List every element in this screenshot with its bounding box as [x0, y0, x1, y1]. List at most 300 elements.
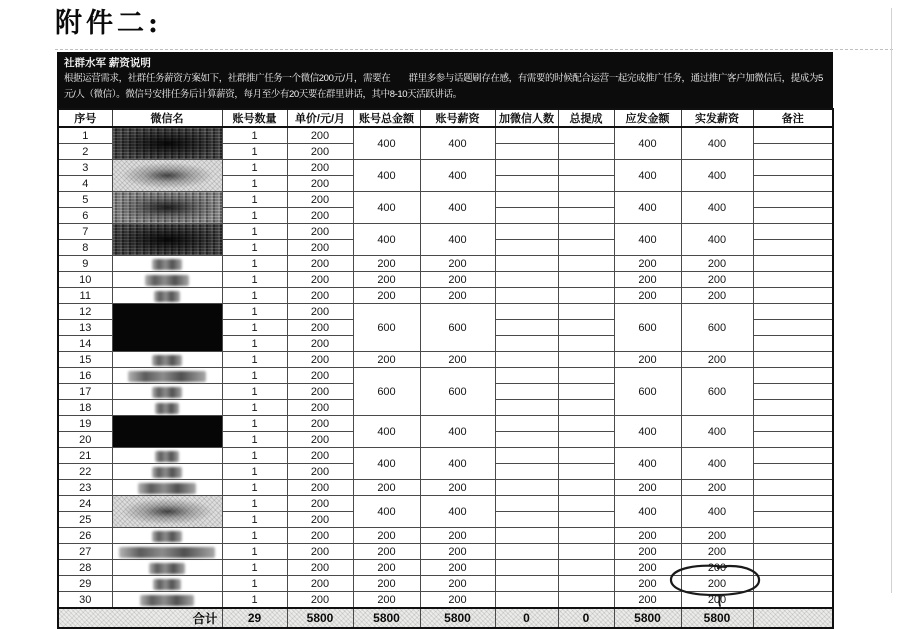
cell-wechat-added [495, 127, 558, 144]
totals-remark [753, 608, 833, 628]
page-title: 附件二: [55, 8, 162, 39]
cell-wechat-name [112, 416, 222, 448]
cell-price: 200 [287, 512, 353, 528]
notice-line-2: 元/人（微信）。微信号安排任务后计算薪资，每月至少有20天要在群里讲话，其中8-10天活跃讲话。 [64, 89, 462, 100]
cell-seq: 18 [58, 400, 112, 416]
wechat-name-blurred [152, 467, 182, 478]
cell-seq: 8 [58, 240, 112, 256]
cell-wechat-name [112, 592, 222, 609]
cell-wechat-added [495, 592, 558, 609]
cell-wechat-added [495, 208, 558, 224]
totals-account-salary: 5800 [420, 608, 495, 628]
table-row-3 [58, 160, 833, 176]
cell-commission [558, 480, 614, 496]
cell-commission [558, 336, 614, 352]
table-row-29 [58, 576, 833, 592]
cell-remark [753, 176, 833, 192]
cell-commission [558, 416, 614, 432]
cell-account-total: 200 [353, 256, 420, 272]
cell-wechat-added [495, 480, 558, 496]
cell-price: 200 [287, 400, 353, 416]
table-row-24 [58, 496, 833, 512]
cell-qty: 1 [222, 416, 287, 432]
cell-account-salary: 400 [420, 160, 495, 192]
cell-commission [558, 352, 614, 368]
cell-account-total: 400 [353, 448, 420, 480]
cell-remark [753, 400, 833, 416]
cell-wechat-added [495, 464, 558, 480]
column-header-1: 序号 [58, 109, 112, 127]
cell-price: 200 [287, 127, 353, 144]
cell-qty: 1 [222, 368, 287, 384]
wechat-name-redaction [113, 416, 222, 447]
cell-wechat-added [495, 288, 558, 304]
column-header-3: 账号数量 [222, 109, 287, 127]
salary-table [57, 108, 834, 629]
wechat-name-blurred [119, 547, 215, 558]
cell-qty: 1 [222, 144, 287, 160]
cell-actual: 400 [681, 416, 753, 448]
cell-account-total: 200 [353, 288, 420, 304]
cell-qty: 1 [222, 528, 287, 544]
cell-qty: 1 [222, 240, 287, 256]
cell-remark [753, 368, 833, 384]
cell-seq: 16 [58, 368, 112, 384]
table-header-row [58, 109, 833, 127]
cell-commission [558, 592, 614, 609]
cell-actual: 200 [681, 576, 753, 592]
cell-commission [558, 432, 614, 448]
wechat-name-redaction [113, 192, 222, 223]
cell-qty: 1 [222, 256, 287, 272]
cell-payable: 200 [614, 576, 681, 592]
cell-commission [558, 448, 614, 464]
cell-actual: 400 [681, 496, 753, 528]
cell-price: 200 [287, 448, 353, 464]
cell-qty: 1 [222, 192, 287, 208]
cell-actual: 400 [681, 448, 753, 480]
cell-wechat-added [495, 432, 558, 448]
cell-wechat-added [495, 528, 558, 544]
cell-seq: 25 [58, 512, 112, 528]
totals-actual: 5800 [681, 608, 753, 628]
cell-price: 200 [287, 544, 353, 560]
cell-account-salary: 200 [420, 528, 495, 544]
cell-actual: 200 [681, 272, 753, 288]
cell-wechat-name [112, 528, 222, 544]
cell-wechat-added [495, 400, 558, 416]
cell-price: 200 [287, 384, 353, 400]
cell-commission [558, 208, 614, 224]
cell-wechat-name [112, 448, 222, 464]
wechat-name-blurred [152, 259, 182, 270]
cell-account-total: 200 [353, 480, 420, 496]
cell-account-total: 200 [353, 544, 420, 560]
cell-price: 200 [287, 256, 353, 272]
salary-notice-banner [57, 52, 833, 108]
cell-wechat-name [112, 560, 222, 576]
wechat-name-blurred [153, 579, 181, 590]
cell-price: 200 [287, 496, 353, 512]
cell-wechat-name [112, 576, 222, 592]
table-row-7 [58, 224, 833, 240]
cell-seq: 1 [58, 127, 112, 144]
cell-seq: 27 [58, 544, 112, 560]
cell-remark [753, 384, 833, 400]
cell-wechat-added [495, 160, 558, 176]
cell-seq: 4 [58, 176, 112, 192]
cell-wechat-added [495, 304, 558, 320]
cell-seq: 14 [58, 336, 112, 352]
cell-price: 200 [287, 208, 353, 224]
cell-seq: 24 [58, 496, 112, 512]
cell-payable: 200 [614, 528, 681, 544]
cell-wechat-added [495, 416, 558, 432]
cell-commission [558, 512, 614, 528]
cell-remark [753, 127, 833, 144]
cell-remark [753, 576, 833, 592]
cell-seq: 20 [58, 432, 112, 448]
cell-seq: 15 [58, 352, 112, 368]
cell-remark [753, 480, 833, 496]
cell-wechat-added [495, 560, 558, 576]
cell-qty: 1 [222, 496, 287, 512]
cell-actual: 200 [681, 544, 753, 560]
cell-qty: 1 [222, 464, 287, 480]
cell-seq: 22 [58, 464, 112, 480]
cell-remark [753, 272, 833, 288]
cell-wechat-added [495, 352, 558, 368]
cell-payable: 200 [614, 288, 681, 304]
cell-actual: 200 [681, 560, 753, 576]
cell-remark [753, 416, 833, 432]
cell-price: 200 [287, 240, 353, 256]
cell-remark [753, 464, 833, 480]
cell-account-salary: 200 [420, 544, 495, 560]
cell-wechat-added [495, 224, 558, 240]
table-row-5 [58, 192, 833, 208]
wechat-name-blurred [149, 563, 185, 574]
totals-price: 5800 [287, 608, 353, 628]
cell-account-salary: 200 [420, 288, 495, 304]
wechat-name-blurred [138, 483, 196, 494]
cell-price: 200 [287, 336, 353, 352]
totals-row [58, 608, 833, 628]
cell-price: 200 [287, 176, 353, 192]
cell-price: 200 [287, 288, 353, 304]
cell-commission [558, 320, 614, 336]
cell-wechat-added [495, 496, 558, 512]
cell-account-total: 200 [353, 528, 420, 544]
cell-price: 200 [287, 224, 353, 240]
wechat-name-redaction [113, 496, 222, 527]
cell-qty: 1 [222, 127, 287, 144]
table-row-26 [58, 528, 833, 544]
cell-account-total: 200 [353, 576, 420, 592]
cell-price: 200 [287, 160, 353, 176]
cell-seq: 28 [58, 560, 112, 576]
cell-price: 200 [287, 432, 353, 448]
cell-wechat-added [495, 320, 558, 336]
cell-wechat-name [112, 464, 222, 480]
cell-wechat-name [112, 160, 222, 192]
cell-price: 200 [287, 480, 353, 496]
cell-wechat-added [495, 368, 558, 384]
cell-account-salary: 400 [420, 224, 495, 256]
cell-account-salary: 200 [420, 480, 495, 496]
cell-commission [558, 272, 614, 288]
cell-wechat-name [112, 224, 222, 256]
cell-commission [558, 304, 614, 320]
cell-remark [753, 288, 833, 304]
cell-commission [558, 576, 614, 592]
table-row-9 [58, 256, 833, 272]
totals-label: 合计 [58, 608, 222, 628]
cell-seq: 30 [58, 592, 112, 609]
cell-remark [753, 528, 833, 544]
cell-price: 200 [287, 352, 353, 368]
cell-account-total: 200 [353, 560, 420, 576]
cell-qty: 1 [222, 480, 287, 496]
cell-remark [753, 592, 833, 609]
cell-seq: 11 [58, 288, 112, 304]
column-header-10: 实发薪资 [681, 109, 753, 127]
cell-remark [753, 448, 833, 464]
cell-seq: 29 [58, 576, 112, 592]
cell-price: 200 [287, 592, 353, 609]
table-row-23 [58, 480, 833, 496]
cell-commission [558, 192, 614, 208]
table-row-16 [58, 368, 833, 384]
cell-remark [753, 208, 833, 224]
cell-account-salary: 400 [420, 192, 495, 224]
cell-wechat-added [495, 272, 558, 288]
cell-account-salary: 600 [420, 304, 495, 352]
cell-account-salary: 600 [420, 368, 495, 416]
cell-account-total: 200 [353, 352, 420, 368]
wechat-name-blurred [155, 451, 179, 462]
cell-commission [558, 560, 614, 576]
cell-commission [558, 144, 614, 160]
cell-seq: 10 [58, 272, 112, 288]
cell-qty: 1 [222, 336, 287, 352]
cell-seq: 6 [58, 208, 112, 224]
cell-price: 200 [287, 464, 353, 480]
table-row-27 [58, 544, 833, 560]
totals-commission: 0 [558, 608, 614, 628]
cell-payable: 400 [614, 127, 681, 160]
cell-seq: 2 [58, 144, 112, 160]
cell-actual: 400 [681, 160, 753, 192]
cell-account-salary: 200 [420, 272, 495, 288]
wechat-name-blurred [128, 371, 206, 382]
cell-actual: 600 [681, 368, 753, 416]
cell-wechat-name [112, 256, 222, 272]
cell-seq: 12 [58, 304, 112, 320]
cell-payable: 400 [614, 448, 681, 480]
cell-commission [558, 176, 614, 192]
table-row-28 [58, 560, 833, 576]
cell-qty: 1 [222, 304, 287, 320]
wechat-name-redaction [113, 128, 222, 159]
cell-commission [558, 384, 614, 400]
cell-account-salary: 400 [420, 448, 495, 480]
cell-actual: 200 [681, 480, 753, 496]
wechat-name-blurred [140, 595, 194, 606]
cell-remark [753, 304, 833, 320]
cell-commission [558, 127, 614, 144]
cell-account-salary: 200 [420, 592, 495, 609]
cell-commission [558, 368, 614, 384]
cell-seq: 19 [58, 416, 112, 432]
cell-remark [753, 544, 833, 560]
cell-account-salary: 400 [420, 416, 495, 448]
cell-price: 200 [287, 368, 353, 384]
wechat-name-blurred [152, 355, 182, 366]
cell-wechat-added [495, 384, 558, 400]
cell-payable: 200 [614, 560, 681, 576]
wechat-name-redaction [113, 304, 222, 351]
cell-price: 200 [287, 576, 353, 592]
column-header-4: 单价/元/月 [287, 109, 353, 127]
table-row-19 [58, 416, 833, 432]
cell-wechat-name [112, 400, 222, 416]
cell-remark [753, 240, 833, 256]
cell-payable: 400 [614, 224, 681, 256]
cell-commission [558, 240, 614, 256]
cell-price: 200 [287, 560, 353, 576]
cell-qty: 1 [222, 224, 287, 240]
cell-wechat-name [112, 352, 222, 368]
cell-seq: 9 [58, 256, 112, 272]
cell-wechat-name [112, 544, 222, 560]
cell-wechat-name [112, 272, 222, 288]
cell-qty: 1 [222, 400, 287, 416]
cell-wechat-name [112, 288, 222, 304]
cell-qty: 1 [222, 448, 287, 464]
column-header-9: 应发金额 [614, 109, 681, 127]
cell-actual: 200 [681, 528, 753, 544]
cell-remark [753, 560, 833, 576]
cell-wechat-added [495, 512, 558, 528]
table-row-30 [58, 592, 833, 609]
cell-account-total: 600 [353, 368, 420, 416]
cell-payable: 200 [614, 352, 681, 368]
cell-account-total: 600 [353, 304, 420, 352]
totals-wechat-added: 0 [495, 608, 558, 628]
cell-account-salary: 400 [420, 127, 495, 160]
cell-qty: 1 [222, 320, 287, 336]
totals-account-total: 5800 [353, 608, 420, 628]
cell-payable: 400 [614, 160, 681, 192]
cell-commission [558, 256, 614, 272]
cell-price: 200 [287, 320, 353, 336]
cell-wechat-added [495, 544, 558, 560]
wechat-name-blurred [155, 403, 179, 414]
cell-remark [753, 432, 833, 448]
cell-remark [753, 144, 833, 160]
notice-title: 社群水军 薪资说明 [64, 57, 151, 69]
cell-account-total: 400 [353, 127, 420, 160]
wechat-name-blurred [152, 531, 182, 542]
cell-commission [558, 544, 614, 560]
cell-account-salary: 200 [420, 256, 495, 272]
cell-remark [753, 256, 833, 272]
table-row-15 [58, 352, 833, 368]
cell-commission [558, 400, 614, 416]
scan-edge-line-vertical [891, 8, 892, 593]
cell-actual: 600 [681, 304, 753, 352]
cell-seq: 7 [58, 224, 112, 240]
cell-payable: 200 [614, 256, 681, 272]
totals-qty: 29 [222, 608, 287, 628]
column-header-2: 微信名 [112, 109, 222, 127]
cell-account-total: 400 [353, 224, 420, 256]
cell-qty: 1 [222, 576, 287, 592]
cell-wechat-added [495, 336, 558, 352]
wechat-name-redaction [113, 224, 222, 255]
wechat-name-redaction [113, 160, 222, 191]
cell-remark [753, 192, 833, 208]
cell-wechat-added [495, 448, 558, 464]
cell-payable: 400 [614, 192, 681, 224]
cell-actual: 200 [681, 592, 753, 609]
table-row-10 [58, 272, 833, 288]
cell-wechat-name [112, 127, 222, 160]
cell-commission [558, 160, 614, 176]
table-row-1 [58, 127, 833, 144]
cell-actual: 400 [681, 192, 753, 224]
cell-wechat-added [495, 144, 558, 160]
cell-payable: 400 [614, 416, 681, 448]
table-row-21 [58, 448, 833, 464]
cell-wechat-added [495, 176, 558, 192]
cell-account-total: 400 [353, 416, 420, 448]
cell-seq: 5 [58, 192, 112, 208]
cell-account-total: 400 [353, 160, 420, 192]
cell-commission [558, 528, 614, 544]
cell-qty: 1 [222, 592, 287, 609]
column-header-8: 总提成 [558, 109, 614, 127]
scan-edge-line-horizontal [55, 49, 893, 50]
cell-remark [753, 352, 833, 368]
cell-wechat-added [495, 240, 558, 256]
cell-seq: 21 [58, 448, 112, 464]
cell-qty: 1 [222, 512, 287, 528]
cell-actual: 400 [681, 127, 753, 160]
cell-price: 200 [287, 192, 353, 208]
cell-account-total: 400 [353, 192, 420, 224]
cell-wechat-name [112, 384, 222, 400]
cell-wechat-added [495, 192, 558, 208]
cell-qty: 1 [222, 432, 287, 448]
wechat-name-blurred [145, 275, 189, 286]
cell-payable: 200 [614, 544, 681, 560]
cell-actual: 200 [681, 352, 753, 368]
cell-commission [558, 224, 614, 240]
cell-qty: 1 [222, 272, 287, 288]
cell-wechat-name [112, 192, 222, 224]
cell-actual: 400 [681, 224, 753, 256]
cell-actual: 200 [681, 256, 753, 272]
cell-remark [753, 160, 833, 176]
column-header-6: 账号薪资 [420, 109, 495, 127]
notice-line-1: 根据运营需求，社群任务薪资方案如下，社群推广任务一个微信200元/月，需要在 群里多参与话题刷存在感，有需要的时候配合运营一起完成推广任务，通过推广客户加微信后，提成为5 [64, 73, 823, 84]
totals-payable: 5800 [614, 608, 681, 628]
cell-payable: 600 [614, 368, 681, 416]
cell-account-total: 200 [353, 592, 420, 609]
cell-seq: 17 [58, 384, 112, 400]
